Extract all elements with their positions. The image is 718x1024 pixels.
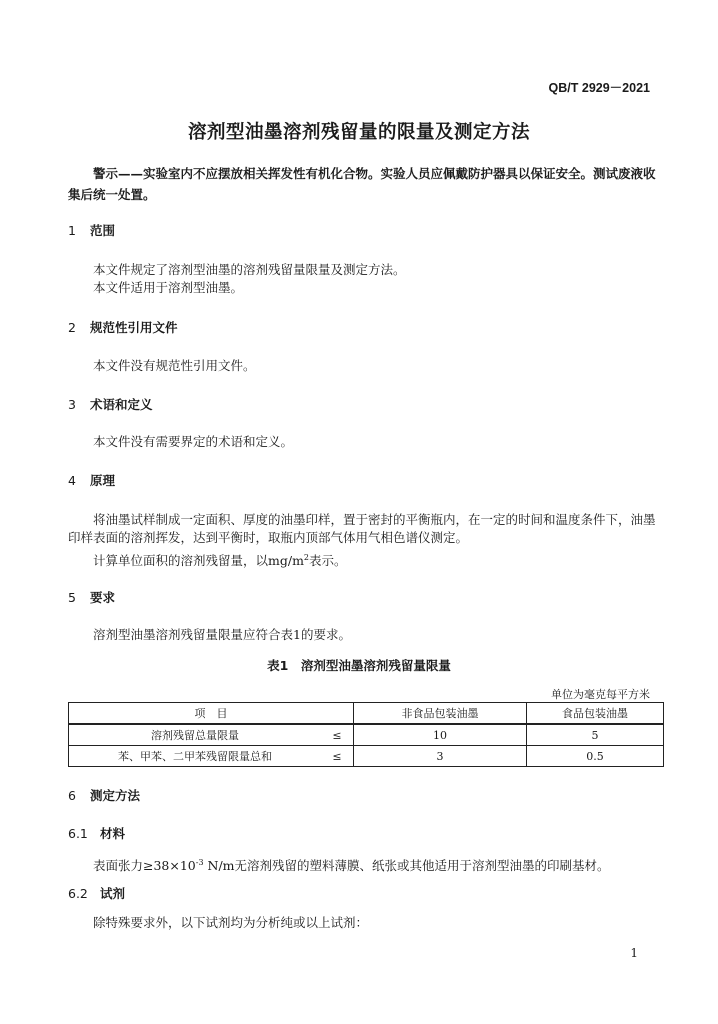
section-title: 测定方法 <box>90 788 141 803</box>
cell-food: 5 <box>527 724 664 746</box>
materials-text-post: N/m无溶剂残留的塑料薄膜、纸张或其他适用于溶剂型油墨的印刷基材。 <box>203 858 610 874</box>
section-6-2-heading <box>68 884 125 902</box>
cell-non-food: 10 <box>354 724 527 746</box>
materials-paragraph <box>68 854 664 875</box>
section-number: 1 <box>68 223 76 238</box>
table-row <box>69 724 664 746</box>
table-header-row <box>69 703 664 725</box>
section-title: 术语和定义 <box>90 397 153 412</box>
section-title: 试剂 <box>100 886 126 901</box>
cell-symbol: ≤ <box>321 724 354 746</box>
header-item: 项 目 <box>69 703 354 725</box>
terms-paragraph: 本文件没有需要界定的术语和定义。 <box>93 434 294 449</box>
principle-text-post: 表示。 <box>309 553 347 569</box>
section-6-heading <box>68 786 140 804</box>
section-number: 2 <box>68 320 76 335</box>
page-number: 1 <box>630 946 638 960</box>
section-1-heading <box>68 221 115 239</box>
principle-paragraph-2 <box>68 549 664 570</box>
table-unit: 单位为毫克每平方米 <box>551 688 650 701</box>
section-number: 3 <box>68 397 76 412</box>
document-title: 溶剂型油墨溶剂残留量的限量及测定方法 <box>187 122 530 143</box>
section-title: 要求 <box>90 590 116 605</box>
materials-text-pre: 表面张力≥38×10 <box>93 858 196 874</box>
section-number: 4 <box>68 473 76 488</box>
header-non-food: 非食品包装油墨 <box>354 703 527 725</box>
principle-text-pre: 计算单位面积的溶剂残留量，以mg/m <box>93 553 304 569</box>
section-number: 6.2 <box>68 886 88 901</box>
header-food: 食品包装油墨 <box>527 703 664 725</box>
warning-text: 警示——实验室内不应摆放相关挥发性有机化合物。实验人员应佩戴防护器具以保证安全。测试废液收集后统一处置。 <box>68 166 656 202</box>
reagents-paragraph: 除特殊要求外，以下试剂均为分析纯或以上试剂： <box>93 915 369 930</box>
cell-item: 苯、甲苯、二甲苯残留限量总和 <box>69 746 322 767</box>
section-number: 6 <box>68 788 76 803</box>
section-title: 范围 <box>90 223 116 238</box>
superscript: 2 <box>303 553 310 562</box>
section-5-heading <box>68 588 115 606</box>
table-caption: 表1 溶剂型油墨溶剂残留量限量 <box>267 658 451 673</box>
section-4-heading <box>68 471 115 489</box>
section-title: 规范性引用文件 <box>90 320 178 335</box>
section-6-1-heading <box>68 824 125 842</box>
principle-paragraph-1: 将油墨试样制成一定面积、厚度的油墨印样，置于密封的平衡瓶内，在一定的时间和温度条件下，油墨印样表面的溶剂挥发，达到平衡时，取瓶内顶部气体用气相色谱仪测定。 <box>68 512 656 545</box>
section-title: 材料 <box>100 826 126 841</box>
section-2-heading <box>68 318 178 336</box>
section-number: 6.1 <box>68 826 88 841</box>
cell-non-food: 3 <box>354 746 527 767</box>
section-3-heading <box>68 395 153 413</box>
references-paragraph: 本文件没有规范性引用文件。 <box>93 358 256 373</box>
scope-paragraph-2: 本文件适用于溶剂型油墨。 <box>93 280 244 295</box>
cell-item: 溶剂残留总量限量 <box>69 724 322 746</box>
table-row <box>69 746 664 767</box>
superscript: -3 <box>195 858 204 867</box>
scope-paragraph-1: 本文件规定了溶剂型油墨的溶剂残留量限量及测定方法。 <box>93 262 406 277</box>
standard-code: QB/T 2929－2021 <box>548 81 650 95</box>
limits-table <box>68 702 664 767</box>
section-title: 原理 <box>90 473 116 488</box>
section-number: 5 <box>68 590 76 605</box>
cell-food: 0.5 <box>527 746 664 767</box>
cell-symbol: ≤ <box>321 746 354 767</box>
requirements-paragraph: 溶剂型油墨溶剂残留量限量应符合表1的要求。 <box>93 627 351 642</box>
